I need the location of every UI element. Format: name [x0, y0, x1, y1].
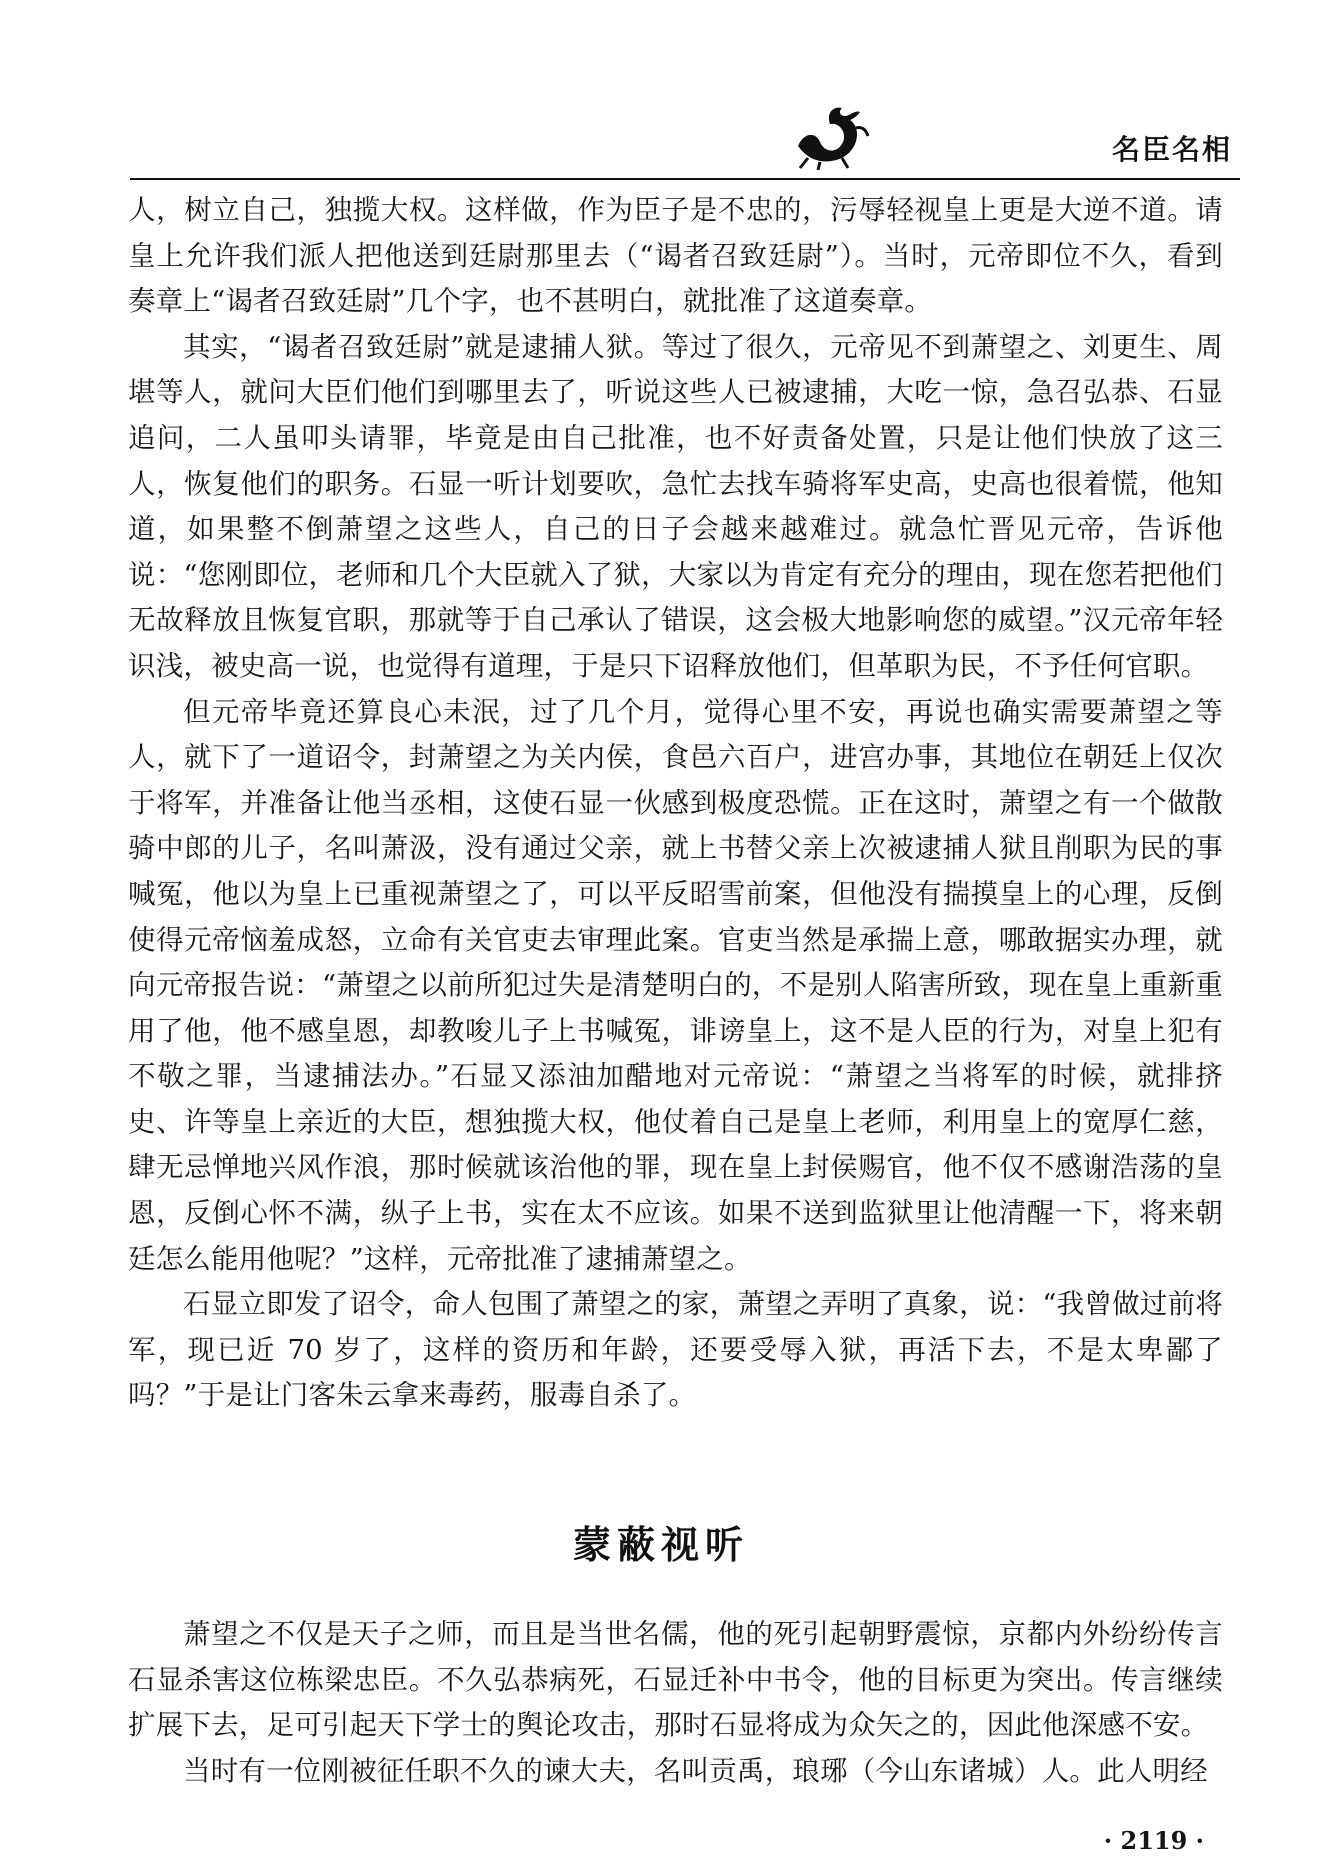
paragraph: 人，树立自己，独揽大权。这样做，作为臣子是不忠的，污辱轻视皇上更是大逆不道。请皇上允许我们派人把他送到廷尉那里去（“谒者召致廷尉”）。当时，元帝即位不久，看到奏章上“谒者召致廷尉”几个字，也不甚明白，就批准了这道奏章。 [128, 194, 1223, 318]
main-text [128, 188, 1223, 1419]
paragraph: 其实，“谒者召致廷尉”就是逮捕人狱。等过了很久，元帝见不到萧望之、刘更生、周堪等人，就问大臣们他们到哪里去了，听说这些人已被逮捕，大吃一惊，急召弘恭、石显追问，二人虽叩头请罪，毕竟是由自己批准，也不好责备处置，只是让他们快放了这三人，恢复他们的职务。石显一听计划要吹，急忙去找车骑将军史高，史高也很着慌，他知道，如果整不倒萧望之这些人，自己的日子会越来越难过。就急忙晋见元帝，告诉他说：“您刚即位，老师和几个大臣就入了狱，大家以为肯定有充分的理由，现在您若把他们无故释放且恢复官职，那就等于自己承认了错误，这会极大地影响您的威望。”汉元帝年轻识浅，被史高一说，也觉得有道理，于是只下诏释放他们，但革职为民，不予任何官职。 [128, 330, 1223, 682]
running-header [130, 100, 1240, 180]
page-number: · 2119 · [1103, 1826, 1204, 1855]
section-text [128, 1612, 1223, 1794]
section-title: 蒙蔽视听 [572, 1523, 749, 1567]
paragraph: 当时有一位刚被征任职不久的谏大夫，名叫贡禹，琅琊（今山东诸城）人。此人明经 [183, 1754, 1208, 1787]
header-title: 名臣名相 [1111, 133, 1232, 166]
header-rule [130, 178, 1240, 180]
paragraph: 石显立即发了诏令，命人包围了萧望之的家，萧望之弄明了真象，说：“我曾做过前将军，现已近 70 岁了，这样的资历和年龄，还要受辱入狱，再活下去，不是太卑鄙了吗？”于是让门客朱云拿来毒药，服毒自杀了。 [128, 1288, 1223, 1412]
dragon-icon [790, 102, 870, 170]
paragraph: 但元帝毕竟还算良心未泯，过了几个月，觉得心里不安，再说也确实需要萧望之等人，就下了一道诏令，封萧望之为关内侯，食邑六百户，进宫办事，其地位在朝廷上仅次于将军，并准备让他当丞相，这使石显一伙感到极度恐慌。正在这时，萧望之有一个做散骑中郎的儿子，名叫萧汲，没有通过父亲，就上书替父亲上次被逮捕人狱且削职为民的事喊冤，他以为皇上已重视萧望之了，可以平反昭雪前案，但他没有揣摸皇上的心理，反倒使得元帝恼羞成怒，立命有关官吏去审理此案。官吏当然是承揣上意，哪敢据实办理，就向元帝报告说：“萧望之以前所犯过失是清楚明白的，不是别人陷害所致，现在皇上重新重用了他，他不感皇恩，却教唆儿子上书喊冤，诽谤皇上，这不是人臣的行为，对皇上犯有不敬之罪，当逮捕法办。”石显又添油加醋地对元帝说：“萧望之当将军的时候，就排挤史、许等皇上亲近的大臣，想独揽大权，他仗着自己是皇上老师，利用皇上的宽厚仁慈，肆无忌惮地兴风作浪，那时候就该治他的罪，现在皇上封侯赐官，他不仅不感谢浩荡的皇恩，反倒心怀不满，纵子上书，实在太不应该。如果不送到监狱里让他清醒一下，将来朝廷怎么能用他呢？”这样，元帝批准了逮捕萧望之。 [128, 695, 1223, 1275]
paragraph: 萧望之不仅是天子之师，而且是当世名儒，他的死引起朝野震惊，京都内外纷纷传言石显杀害这位栋梁忠臣。不久弘恭病死，石显迁补中书令，他的目标更为突出。传言继续扩展下去，足可引起天下学士的舆论攻击，那时石显将成为众矢之的，因此他深感不安。 [128, 1618, 1223, 1742]
